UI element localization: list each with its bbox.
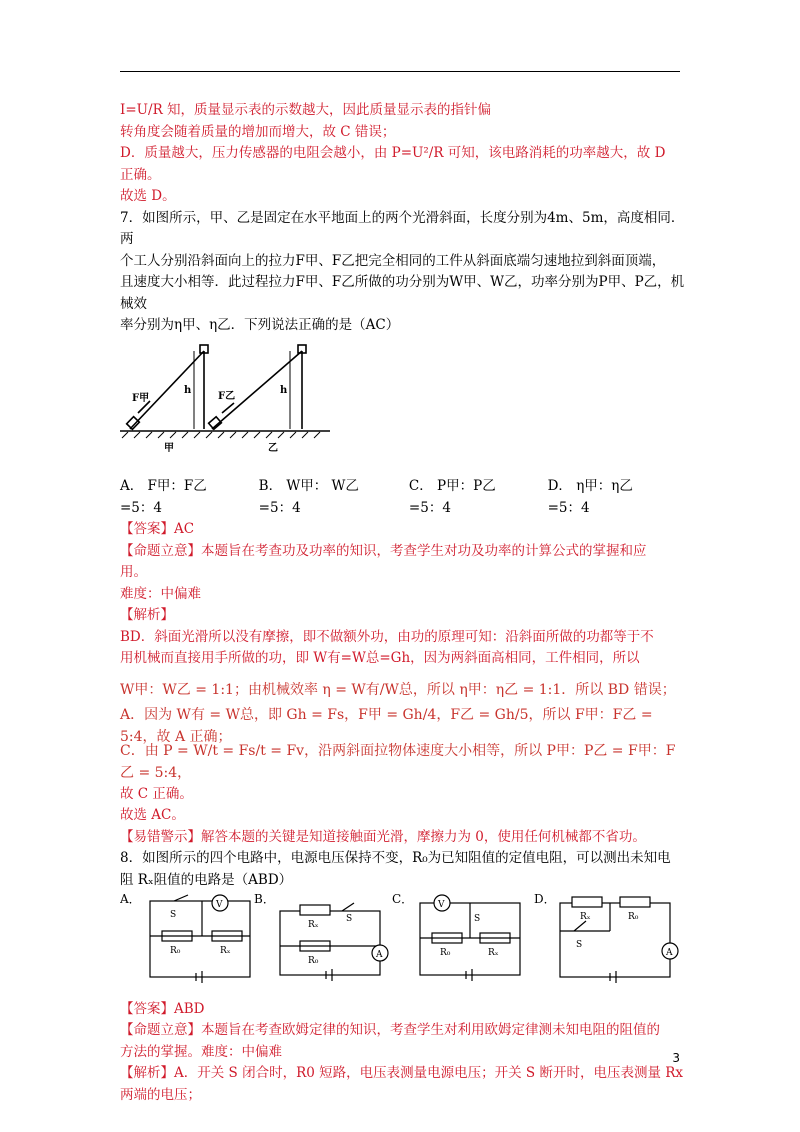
resistor-label-rx: Rₓ	[488, 948, 499, 958]
header-rule	[120, 71, 680, 72]
voltmeter-label: V	[438, 900, 445, 910]
analysis-7: BD．斜面光滑所以没有摩擦，即不做额外功，由功的原理可知：沿斜面所做的功都等于不	[120, 628, 654, 645]
force-label-jia: F甲	[132, 392, 150, 404]
switch-label: S	[474, 914, 481, 924]
formula-line-3: C．由 P = W/t = Fs/t = Fv，沿两斜面拉物体速度大小相等，所以 P甲：P乙 = F甲：F乙 = 5:4，	[120, 743, 676, 781]
resistor-label-r0: R₀	[170, 946, 181, 956]
option-b: B． W甲： W乙=5：4	[258, 478, 359, 516]
text-line: 故 C 正确。	[120, 785, 193, 802]
text-line: 故选 AC。	[120, 807, 185, 823]
analysis-heading-7: 【解析】	[120, 607, 174, 623]
options-7	[120, 476, 685, 519]
text-line: 转角度会随着质量的增加而增大，故 C 错误；	[120, 123, 396, 140]
switch-label: S	[170, 910, 177, 920]
resistor-label-rx: Rₓ	[308, 920, 319, 930]
intent-7: 【命题立意】本题旨在考查功及功率的知识，考查学生对功及功率的计算公式的掌握和应	[120, 542, 647, 559]
answer-8: 【答案】ABD	[120, 1000, 205, 1017]
text-line: D．质量越大，压力传感器的电阻会越小，由 P=U²/R 可知，该电路消耗的功率越大，故 D	[120, 145, 666, 161]
question-7: 7．如图所示，甲、乙是固定在水平地面上的两个光滑斜面，长度分别为4m、5m，高度相同．两	[120, 209, 685, 247]
switch-label: S	[346, 914, 353, 924]
difficulty-7: 难度：中偏难	[120, 585, 201, 602]
resistor-label-r0: R₀	[440, 948, 451, 958]
voltmeter-label: V	[216, 900, 223, 910]
formula-line-2: A．因为 W有 = W总，即 Gh = Fs，F甲 = Gh/4，F乙 = Gh/5，所以 F甲：F乙 = 5:4，故 A 正确；	[120, 707, 653, 745]
circuit-label-d: D．	[534, 892, 556, 906]
resistor-label-rx: Rₓ	[220, 946, 231, 956]
height-label: h	[184, 384, 192, 396]
option-a: A． F甲：F乙=5：4	[120, 478, 207, 516]
intent-8: 方法的掌握。难度：中偏难	[120, 1043, 282, 1060]
text-line: 故选 D。	[120, 188, 176, 204]
resistor-label-r0: R₀	[308, 956, 319, 966]
inclined-planes-figure	[120, 343, 340, 459]
height-label: h	[280, 384, 288, 396]
circuit-label-a: A．	[120, 892, 141, 906]
circuits-figure	[120, 891, 685, 991]
incline-label-yi: 乙	[268, 442, 278, 454]
answer-7: 【答案】AC	[120, 521, 195, 537]
question-7: 个工人分别沿斜面向上的拉力F甲、F乙把完全相同的工件从斜面底端匀速地拉到斜面顶端，	[120, 252, 666, 269]
force-label-yi: F乙	[218, 390, 236, 402]
intent-8: 【命题立意】本题旨在考查欧姆定律的知识，考查学生对利用欧姆定律测未知电阻的阻值的	[120, 1022, 660, 1038]
circuit-label-b: B．	[254, 892, 275, 906]
formula-line-1: W甲：W乙 = 1:1；由机械效率 η = W有/W总，所以 η甲：η乙 = 1:1．所以 BD 错误；	[120, 681, 676, 698]
question-7: 率分别为η甲、η乙．下列说法正确的是（AC）	[120, 317, 400, 333]
analysis-8: 【解析】A．开关 S 闭合时，R0 短路，电压表测量电源电压；开关 S 断开时，电压表测量 Rx	[120, 1065, 684, 1081]
incline-label-jia: 甲	[164, 442, 174, 454]
resistor-label-rx: Rₓ	[580, 912, 591, 922]
ammeter-label: A	[666, 948, 673, 958]
option-c: C． P甲：P乙=5：4	[408, 478, 496, 516]
analysis-7: 用机械而直接用手所做的功，即 W有=W总=Gh，因为两斜面高相同，工件相同，所以	[120, 650, 640, 666]
question-7: 且速度大小相等．此过程拉力F甲、F乙所做的功分别为W甲、W乙，功率分别为P甲、P乙，机械效	[120, 274, 685, 312]
page-content	[120, 100, 685, 1106]
warning-7: 【易错警示】解答本题的关键是知道接触面光滑，摩擦力为 0，使用任何机械都不省功。	[120, 828, 646, 845]
circuit-label-c: C．	[392, 892, 414, 906]
text-line: 正确。	[120, 166, 161, 183]
resistor-label-r0: R₀	[628, 912, 639, 922]
question-8: 阻 Rₓ阻值的电路是（ABD）	[120, 871, 293, 888]
text-line: I=U/R 知，质量显示表的示数越大，因此质量显示表的指针偏	[120, 102, 492, 118]
switch-label: S	[576, 940, 583, 950]
option-d: D． η甲：η乙=5：4	[547, 478, 633, 516]
intent-7: 用。	[120, 564, 147, 580]
question-8: 8．如图所示的四个电路中，电源电压保持不变，R₀为已知阻值的定值电阻，可以测出未知电	[120, 850, 671, 866]
ammeter-label: A	[376, 950, 383, 960]
analysis-8: 两端的电压；	[120, 1086, 201, 1103]
page-number: 3	[672, 1051, 680, 1065]
